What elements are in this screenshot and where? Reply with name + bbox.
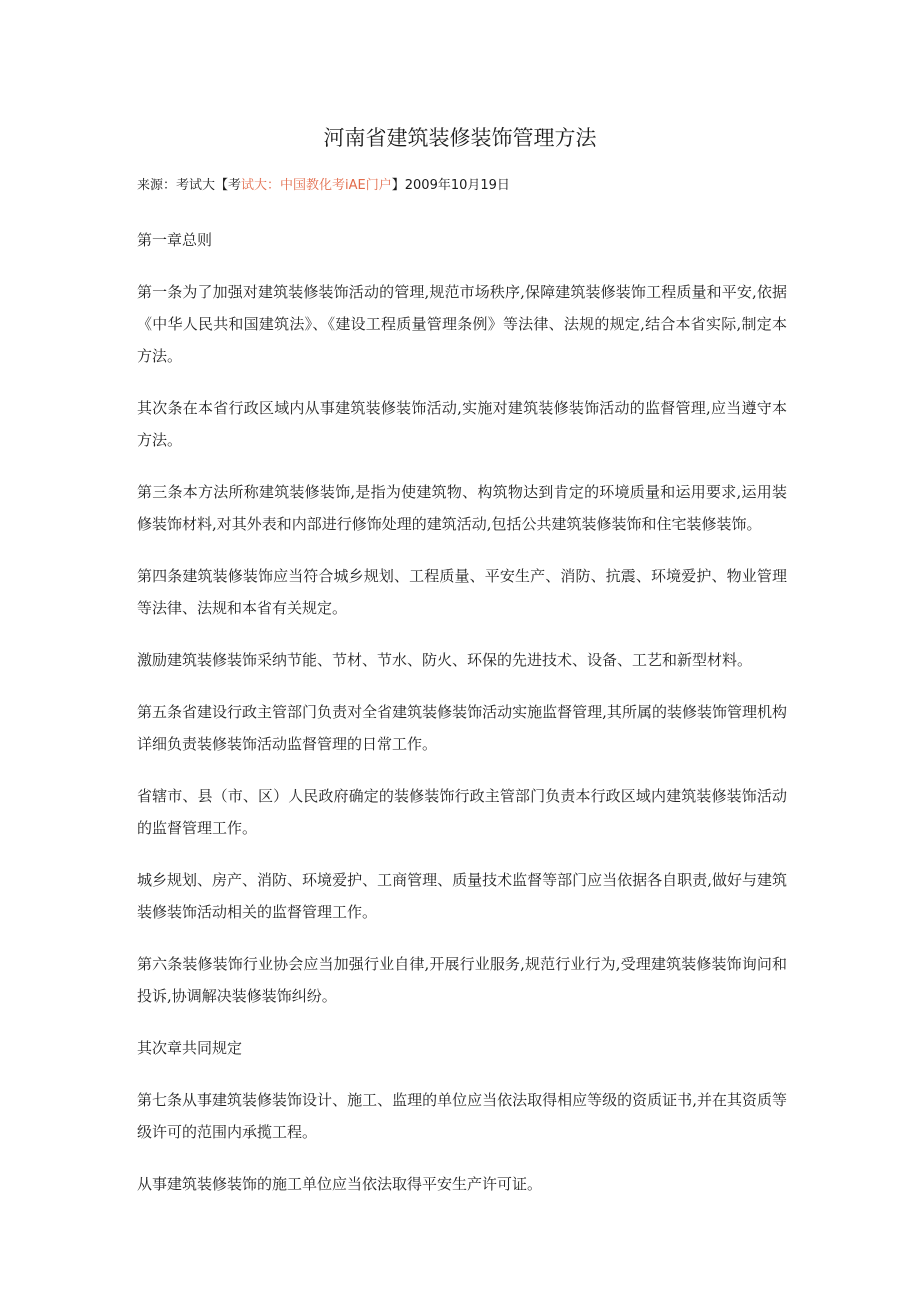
document-body [137,224,787,1220]
article-paragraph: 省辖市、县（市、区）人民政府确定的装修装饰行政主管部门负责本行政区域内建筑装修装饰活动的监督管理工作。 [137,787,787,837]
document-title: 河南省建筑装修装饰管理方法 [323,126,597,150]
source-date: 】2009年10月19日 [391,178,510,193]
article-paragraph: 激励建筑装修装饰采纳节能、节材、节水、防火、环保的先进技术、设备、工艺和新型材料。 [137,651,753,669]
source-link[interactable]: 试大：中国教化考iAE门户 [241,178,392,193]
chapter-heading-2: 其次章共同规定 [137,1039,243,1057]
article-paragraph: 第七条从事建筑装修装饰设计、施工、监理的单位应当依法取得相应等级的资质证书,并在其资质等级许可的范围内承揽工程。 [137,1091,787,1141]
article-paragraph: 城乡规划、房产、消防、环境爱护、工商管理、质量技术监督等部门应当依据各自职责,做好与建筑装修装饰活动相关的监督管理工作。 [137,871,787,921]
article-paragraph: 第六条装修装饰行业协会应当加强行业自律,开展行业服务,规范行业行为,受理建筑装修装饰询问和投诉,协调解决装修装饰纠纷。 [137,955,787,1005]
article-paragraph: 其次条在本省行政区域内从事建筑装修装饰活动,实施对建筑装修装饰活动的监督管理,应当遵守本方法。 [137,399,787,449]
source-line [137,177,510,195]
article-paragraph: 从事建筑装修装饰的施工单位应当依法取得平安生产许可证。 [137,1175,543,1193]
article-paragraph: 第四条建筑装修装饰应当符合城乡规划、工程质量、平安生产、消防、抗震、环境爱护、物业管理等法律、法规和本省有关规定。 [137,567,787,617]
article-paragraph: 第三条本方法所称建筑装修装饰,是指为使建筑物、构筑物达到肯定的环境质量和运用要求,运用装修装饰材料,对其外表和内部进行修饰处理的建筑活动,包括公共建筑装修装饰和住宅装修装饰。 [137,483,787,533]
article-paragraph: 第一条为了加强对建筑装修装饰活动的管理,规范市场秩序,保障建筑装修装饰工程质量和平安,依据《中华人民共和国建筑法》、《建设工程质量管理条例》等法律、法规的规定,结合本省实际,制定本方法。 [137,283,787,365]
chapter-heading-1: 第一章总则 [137,231,213,249]
source-prefix: 来源：考试大【考 [137,178,242,193]
article-paragraph: 第五条省建设行政主管部门负责对全省建筑装修装饰活动实施监督管理,其所属的装修装饰管理机构详细负责装修装饰活动监督管理的日常工作。 [137,703,787,753]
